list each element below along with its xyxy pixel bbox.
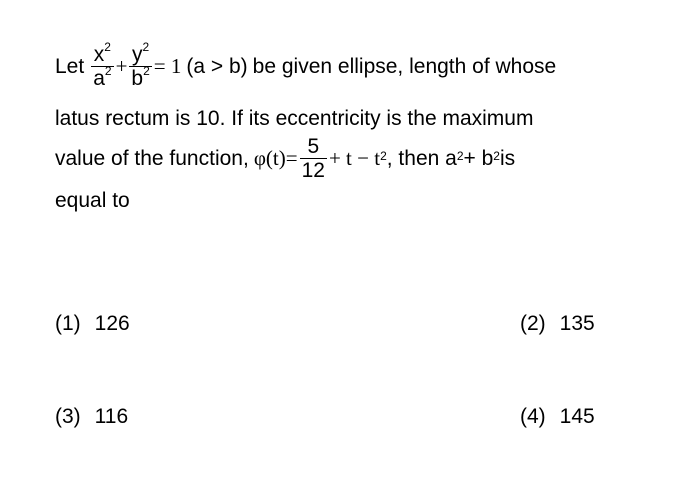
t-terms: + t − t [328, 146, 381, 170]
fraction-y2-b2: $\frac{y^2}{b^2}$ [131, 40, 150, 90]
option-2-label: (2) [520, 312, 546, 335]
condition-text: (a > b) [186, 55, 248, 78]
line3-pre-text: value of the function, [55, 147, 249, 170]
phi-function: φ(t) [253, 146, 286, 170]
option-4-value: 145 [559, 405, 595, 428]
fraction-5-12: $\frac{5}{12}$ [301, 135, 325, 182]
option-1-label: (1) [55, 312, 81, 335]
question-line-4: equal to [55, 189, 130, 212]
plus-sign: + [115, 54, 128, 78]
option-4-label: (4) [520, 405, 546, 428]
equals-sign: = [285, 146, 298, 170]
option-2[interactable] [520, 312, 595, 336]
plus-b-text: + b [463, 147, 494, 170]
line1-rest-text: be given ellipse, length of whose [252, 55, 557, 78]
question-line-1 [55, 40, 557, 90]
is-text: is [499, 147, 516, 170]
option-3[interactable] [55, 405, 128, 429]
fraction-x2-a2: $\frac{x^2}{a^2}$ [93, 40, 112, 90]
option-4[interactable] [520, 405, 595, 429]
question-line-3: value of the function, φ(t) = $\frac{5}{12}$ + t − t $^2$ , then a $^2$ + b $^2$ is [55, 135, 516, 182]
option-3-value: 116 [94, 405, 129, 428]
let-word: Let [55, 55, 85, 78]
option-1-value: 126 [94, 312, 130, 335]
option-1[interactable] [55, 312, 130, 336]
option-2-value: 135 [559, 312, 595, 335]
option-3-label: (3) [55, 405, 81, 428]
equals-one: = 1 [153, 54, 182, 78]
then-a-text: , then a [386, 147, 457, 170]
question-line-2: latus rectum is 10. If its eccentricity is the maximum [55, 107, 534, 130]
